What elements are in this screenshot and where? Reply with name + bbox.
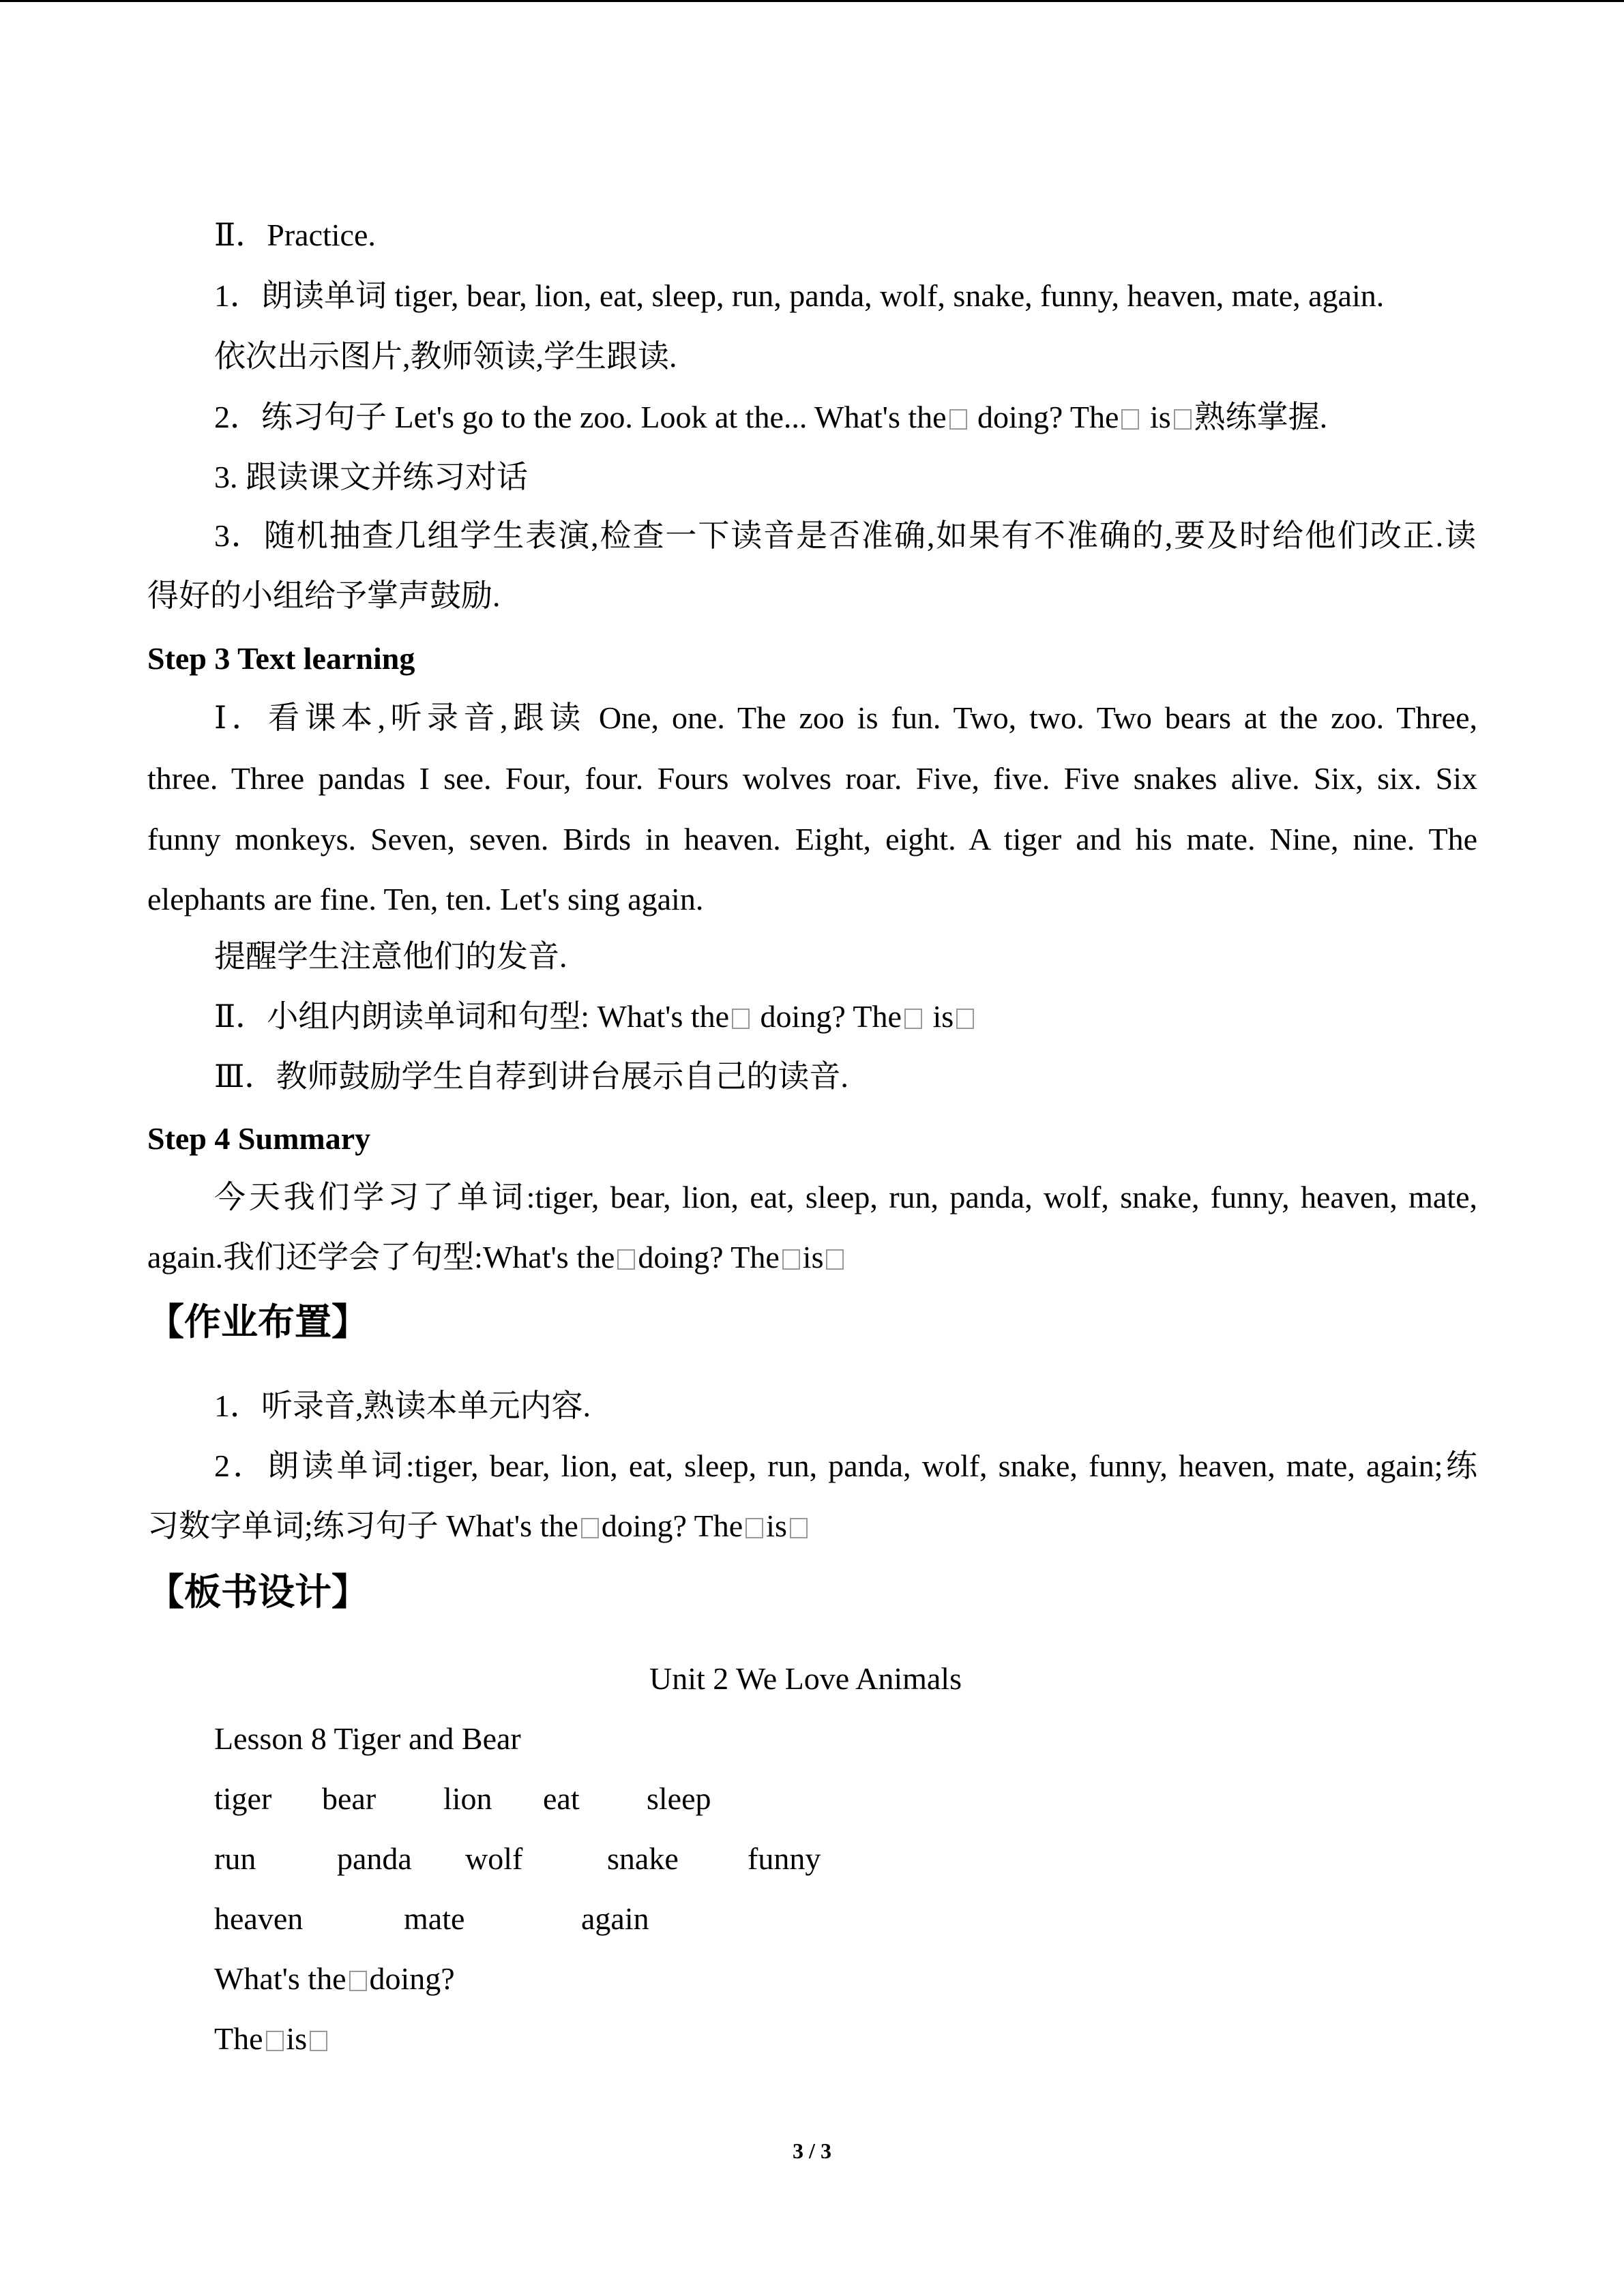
board-word-run: run xyxy=(214,1841,256,1876)
step3-paragraph-line-2: three. Three pandas I see. Four, four. Fours wolves roar. Five, five. Five snakes alive. Six, six. Six xyxy=(147,761,1477,796)
step4-line-2-text-c: is xyxy=(802,1240,824,1274)
page-top-border xyxy=(0,0,1624,2)
board-word-snake: snake xyxy=(607,1841,679,1876)
board-word-lion: lion xyxy=(443,1781,492,1816)
homework-item-2-text-a: 习数字单词;练习句子 What's the xyxy=(147,1508,578,1543)
board-word-wolf: wolf xyxy=(465,1841,523,1876)
blank-box xyxy=(949,409,967,430)
board-question xyxy=(214,1960,455,1998)
practice-item-3b-line-1: 3．随机抽查几组学生表演,检查一下读音是否准确,如果有不准确的,要及时给他们改正.读 xyxy=(214,518,1476,553)
blank-box xyxy=(790,1518,808,1538)
practice-item-2-text-b: doing? The xyxy=(977,400,1119,434)
board-answer-text-b: is xyxy=(286,2021,308,2056)
step3-item-2-text-c: is xyxy=(932,999,954,1034)
blank-box xyxy=(904,1009,922,1029)
blank-box xyxy=(266,2031,284,2051)
blank-box xyxy=(581,1518,599,1538)
step3-item-2 xyxy=(214,998,977,1036)
step4-title: Step 4 Summary xyxy=(147,1121,371,1156)
board-word-tiger: tiger xyxy=(214,1781,272,1816)
board-question-text-a: What's the xyxy=(214,1961,346,1996)
practice-item-2 xyxy=(214,398,1327,436)
practice-item-2-text-a: 2．练习句子 Let's go to the zoo. Look at the... What's the xyxy=(214,400,947,434)
homework-item-2-line-1: 2．朗读单词:tiger, bear, lion, eat, sleep, run, panda, wolf, snake, funny, heaven, mate, again;练 xyxy=(214,1448,1478,1483)
blank-box xyxy=(782,1249,800,1270)
board-word-again: again xyxy=(581,1901,649,1936)
board-lesson-title: Lesson 8 Tiger and Bear xyxy=(214,1721,521,1756)
step4-line-1: 今天我们学习了单词:tiger, bear, lion, eat, sleep, run, panda, wolf, snake, funny, heaven, mate, xyxy=(214,1180,1477,1214)
homework-item-2-text-b: doing? The xyxy=(601,1508,743,1543)
board-word-panda: panda xyxy=(337,1841,412,1876)
board-word-bear: bear xyxy=(322,1781,377,1816)
practice-item-1-note: 依次出示图片,教师领读,学生跟读. xyxy=(214,339,677,374)
homework-heading: 【作业布置】 xyxy=(147,1300,368,1343)
step3-item-2-text-b: doing? The xyxy=(760,999,902,1034)
step3-paragraph-line-3: funny monkeys. Seven, seven. Birds in heaven. Eight, eight. A tiger and his mate. Nine, nine. The xyxy=(147,822,1477,856)
blank-box xyxy=(732,1009,750,1029)
page-number: 3 / 3 xyxy=(793,2138,831,2163)
blank-box xyxy=(826,1249,844,1270)
step3-item-3: Ⅲ．教师鼓励学生自荐到讲台展示自己的读音. xyxy=(214,1059,848,1094)
board-answer xyxy=(214,2020,330,2058)
step3-paragraph-line-1: Ⅰ．看课本,听录音,跟读 One, one. The zoo is fun. Two, two. Two bears at the zoo. Three, xyxy=(214,700,1477,735)
board-word-heaven: heaven xyxy=(214,1901,304,1936)
homework-item-1: 1．听录音,熟读本单元内容. xyxy=(214,1388,591,1423)
blank-box xyxy=(1174,409,1192,430)
step3-note: 提醒学生注意他们的发音. xyxy=(214,939,567,974)
board-word-eat: eat xyxy=(543,1781,580,1816)
blank-box xyxy=(1121,409,1139,430)
homework-item-2-text-c: is xyxy=(766,1508,787,1543)
practice-item-2-text-d: 熟练掌握. xyxy=(1194,400,1328,434)
step3-item-2-text-a: Ⅱ．小组内朗读单词和句型: What's the xyxy=(214,999,730,1034)
blank-box xyxy=(617,1249,635,1270)
blank-box xyxy=(745,1518,763,1538)
practice-item-3b-line-2: 得好的小组给予掌声鼓励. xyxy=(147,578,501,613)
blank-box xyxy=(310,2031,327,2051)
board-word-funny: funny xyxy=(748,1841,821,1876)
practice-item-3: 3. 跟读课文并练习对话 xyxy=(214,460,528,494)
board-answer-text-a: The xyxy=(214,2021,263,2056)
board-heading: 【板书设计】 xyxy=(147,1570,368,1613)
step3-paragraph-line-4: elephants are fine. Ten, ten. Let's sing again. xyxy=(147,882,704,916)
step4-line-2-text-b: doing? The xyxy=(638,1240,780,1274)
practice-item-1: 1．朗读单词 tiger, bear, lion, eat, sleep, run, panda, wolf, snake, funny, heaven, mate, again. xyxy=(214,278,1385,313)
practice-heading: Ⅱ．Practice. xyxy=(214,218,376,252)
board-word-mate: mate xyxy=(404,1901,465,1936)
blank-box xyxy=(956,1009,974,1029)
board-question-text-b: doing? xyxy=(369,1961,455,1996)
board-word-sleep: sleep xyxy=(647,1781,711,1816)
step4-line-2-text-a: again.我们还学会了句型:What's the xyxy=(147,1240,615,1274)
practice-item-2-text-c: is xyxy=(1149,400,1171,434)
step3-title: Step 3 Text learning xyxy=(147,641,415,676)
board-unit-title: Unit 2 We Love Animals xyxy=(649,1661,962,1696)
homework-item-2-line-2 xyxy=(147,1507,810,1545)
step4-line-2 xyxy=(147,1238,846,1277)
blank-box xyxy=(349,1971,367,1991)
